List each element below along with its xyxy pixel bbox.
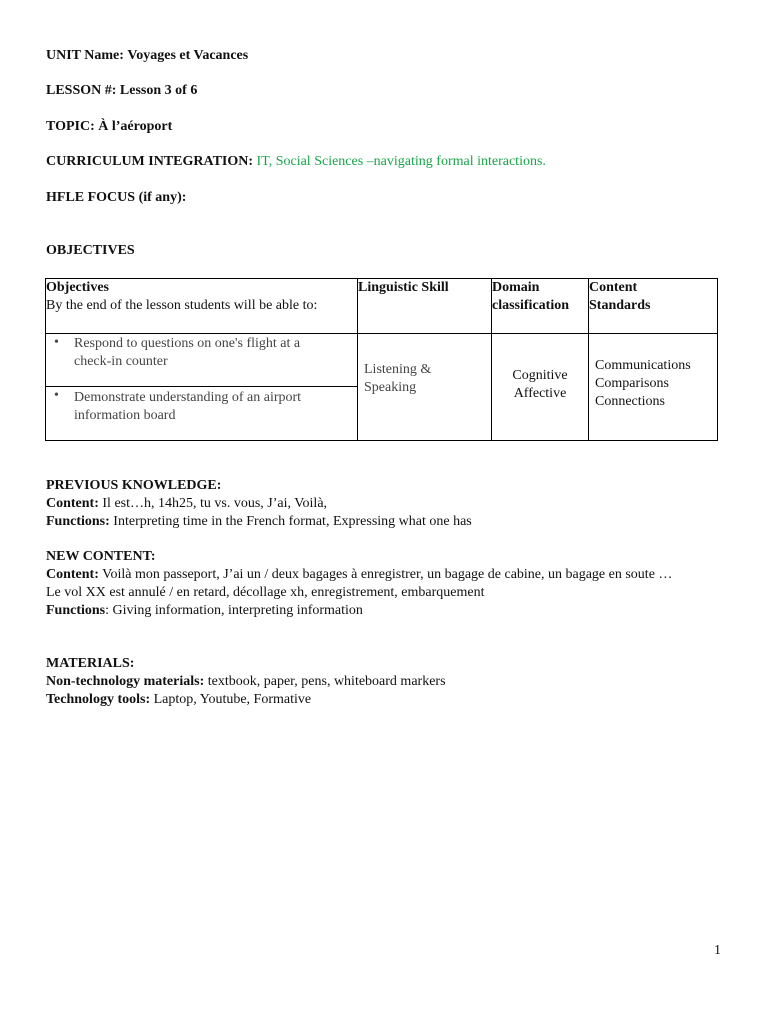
header-objectives bbox=[46, 279, 358, 334]
header-domain-line1: Domain bbox=[492, 280, 540, 295]
topic-line bbox=[46, 118, 172, 136]
previous-functions-line bbox=[46, 513, 472, 531]
topic-label: TOPIC: bbox=[46, 119, 95, 134]
objective-2-line2: information board bbox=[74, 408, 176, 423]
header-content-standards bbox=[589, 279, 718, 334]
new-content-value: Voilà mon passeport, J’ai un / deux bagages à enregistrer, un bagage de cabine, un bagage en soute … bbox=[102, 567, 673, 582]
domain-cognitive: Cognitive bbox=[512, 368, 568, 383]
previous-functions-value: Interpreting time in the French format, Expressing what one has bbox=[113, 514, 472, 529]
curriculum-label: CURRICULUM INTEGRATION: bbox=[46, 154, 254, 169]
tech-label: Technology tools: bbox=[46, 692, 151, 707]
new-content-line bbox=[46, 566, 672, 584]
page-number: 1 bbox=[714, 943, 721, 958]
header-domain bbox=[492, 279, 589, 334]
header-linguistic-label: Linguistic Skill bbox=[358, 280, 449, 295]
header-domain-line2: classification bbox=[492, 298, 569, 313]
lesson-value: Lesson 3 of 6 bbox=[119, 83, 198, 98]
nontech-value: textbook, paper, pens, whiteboard markers bbox=[207, 674, 446, 689]
objective-item bbox=[46, 334, 357, 386]
objective-2-line1: Demonstrate understanding of an airport bbox=[74, 390, 302, 405]
previous-content-line bbox=[46, 495, 327, 513]
domain-affective: Affective bbox=[513, 386, 567, 401]
standards-cell bbox=[589, 334, 718, 441]
lesson-line bbox=[46, 82, 197, 100]
previous-knowledge-heading: PREVIOUS KNOWLEDGE: bbox=[46, 478, 222, 493]
header-linguistic bbox=[358, 279, 492, 334]
previous-functions-label: Functions: bbox=[46, 514, 110, 529]
new-functions-value: : Giving information, interpreting information bbox=[105, 603, 363, 618]
objectives-heading: OBJECTIVES bbox=[46, 243, 135, 258]
linguistic-line1: Listening & bbox=[364, 362, 432, 377]
header-content-line1: Content bbox=[589, 280, 638, 295]
linguistic-cell bbox=[358, 334, 492, 441]
previous-content-value: Il est…h, 14h25, tu vs. vous, J’ai, Voilà, bbox=[102, 496, 328, 511]
domain-cell bbox=[492, 334, 589, 441]
unit-label: UNIT Name: bbox=[46, 48, 124, 63]
unit-value: Voyages et Vacances bbox=[127, 48, 249, 63]
new-functions-label: Functions bbox=[46, 603, 106, 618]
curriculum-value: IT, Social Sciences –navigating formal interactions. bbox=[256, 154, 546, 169]
new-content-line2: Le vol XX est annulé / en retard, décollage xh, enregistrement, embarquement bbox=[46, 585, 485, 600]
standard-comparisons: Comparisons bbox=[595, 376, 669, 391]
objective-1-line1: Respond to questions on one's flight at a bbox=[74, 336, 301, 351]
linguistic-line2: Speaking bbox=[364, 380, 417, 395]
nontech-label: Non-technology materials: bbox=[46, 674, 205, 689]
bullet: • bbox=[54, 388, 59, 403]
header-content-line2: Standards bbox=[589, 298, 651, 313]
objective-item bbox=[46, 386, 357, 425]
new-functions-line bbox=[46, 602, 363, 620]
standard-communications: Communications bbox=[595, 358, 691, 373]
nontech-line bbox=[46, 673, 446, 691]
objectives-cell bbox=[46, 334, 358, 441]
objective-1-line2: check-in counter bbox=[74, 354, 168, 369]
hfle-label: HFLE FOCUS (if any): bbox=[46, 190, 187, 205]
bullet: • bbox=[54, 335, 59, 350]
lesson-label: LESSON #: bbox=[46, 83, 117, 98]
curriculum-line bbox=[46, 153, 546, 171]
topic-value: À l’aéroport bbox=[98, 119, 173, 134]
new-content-heading: NEW CONTENT: bbox=[46, 549, 156, 564]
header-objectives-sub: By the end of the lesson students will be able to: bbox=[46, 298, 318, 313]
materials-heading: MATERIALS: bbox=[46, 656, 135, 671]
previous-content-label: Content: bbox=[46, 496, 99, 511]
header-objectives-title: Objectives bbox=[46, 280, 109, 295]
tech-value: Laptop, Youtube, Formative bbox=[153, 692, 312, 707]
tech-line bbox=[46, 691, 311, 709]
new-content-label: Content: bbox=[46, 567, 99, 582]
objectives-table bbox=[45, 278, 718, 441]
standard-connections: Connections bbox=[595, 394, 665, 409]
unit-line bbox=[46, 47, 248, 65]
